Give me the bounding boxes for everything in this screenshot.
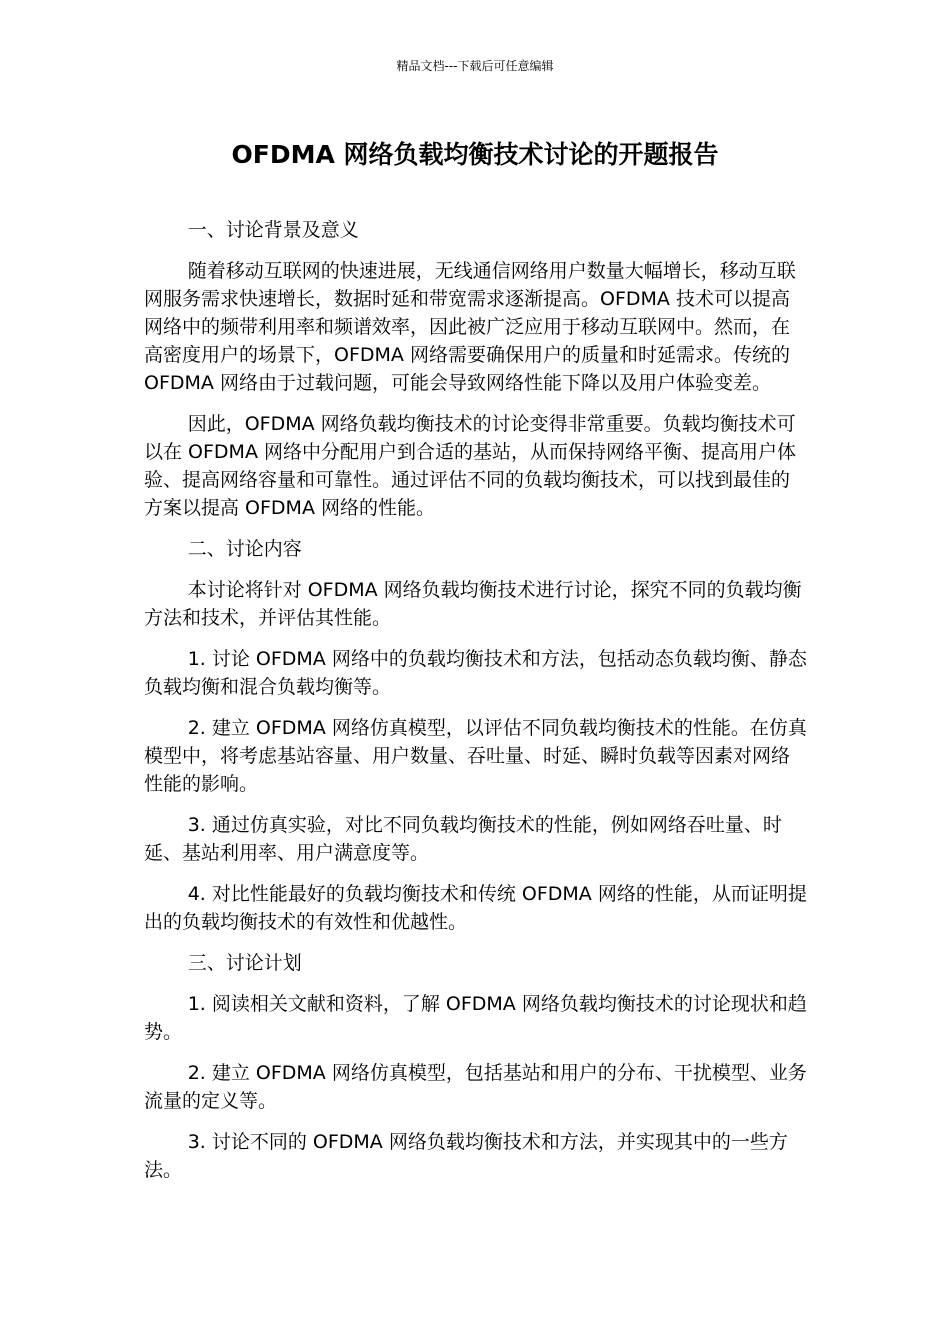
- list-item: 2. 建立 OFDMA 网络仿真模型，以评估不同负载均衡技术的性能。在仿真模型中，将考虑基站容量、用户数量、吞吐量、时延、瞬时负载等因素对网络性能的影响。: [144, 717, 807, 795]
- list-item: 4. 对比性能最好的负载均衡技术和传统 OFDMA 网络的性能，从而证明提出的负载均衡技术的有效性和优越性。: [144, 883, 807, 933]
- list-item: 2. 建立 OFDMA 网络仿真模型，包括基站和用户的分布、干扰模型、业务流量的定义等。: [144, 1062, 807, 1112]
- paragraph: 本讨论将针对 OFDMA 网络负载均衡技术进行讨论，探究不同的负载均衡方法和技术，并评估其性能。: [144, 579, 802, 629]
- list-item: 3. 讨论不同的 OFDMA 网络负载均衡技术和方法，并实现其中的一些方法。: [144, 1131, 788, 1181]
- document-body: [144, 216, 808, 1197]
- section-heading-content: 二、讨论内容: [187, 538, 302, 560]
- section-heading-background: 一、讨论背景及意义: [187, 219, 359, 241]
- paragraph: 随着移动互联网的快速进展，无线通信网络用户数量大幅增长，移动互联网服务需求快速增长，数据时延和带宽需求逐渐提高。OFDMA 技术可以提高网络中的频带利用率和频谱效率，因此被广泛应用于移动互联网中。然而，在高密度用户的场景下，OFDMA 网络需要确保用户的质量和时延需求。传统的 OFDMA 网络由于过载问题，可能会导致网络性能下降以及用户体验变差。: [144, 260, 796, 394]
- list-item: 1. 讨论 OFDMA 网络中的负载均衡技术和方法，包括动态负载均衡、静态负载均衡和混合负载均衡等。: [144, 648, 807, 698]
- page-header-watermark: 精品文档---下载后可任意编辑: [396, 59, 554, 73]
- list-item: 1. 阅读相关文献和资料，了解 OFDMA 网络负载均衡技术的讨论现状和趋势。: [144, 993, 807, 1043]
- section-heading-plan: 三、讨论计划: [187, 952, 302, 974]
- document-title: OFDMA 网络负载均衡技术讨论的开题报告: [231, 140, 719, 169]
- list-item: 3. 通过仿真实验，对比不同负载均衡技术的性能，例如网络吞吐量、时延、基站利用率、用户满意度等。: [144, 814, 782, 864]
- paragraph: 因此，OFDMA 网络负载均衡技术的讨论变得非常重要。负载均衡技术可以在 OFDMA 网络中分配用户到合适的基站，从而保持网络平衡、提高用户体验、提高网络容量和可靠性。通过评估不同的负载均衡技术，可以找到最佳的方案以提高 OFDMA 网络的性能。: [144, 413, 796, 519]
